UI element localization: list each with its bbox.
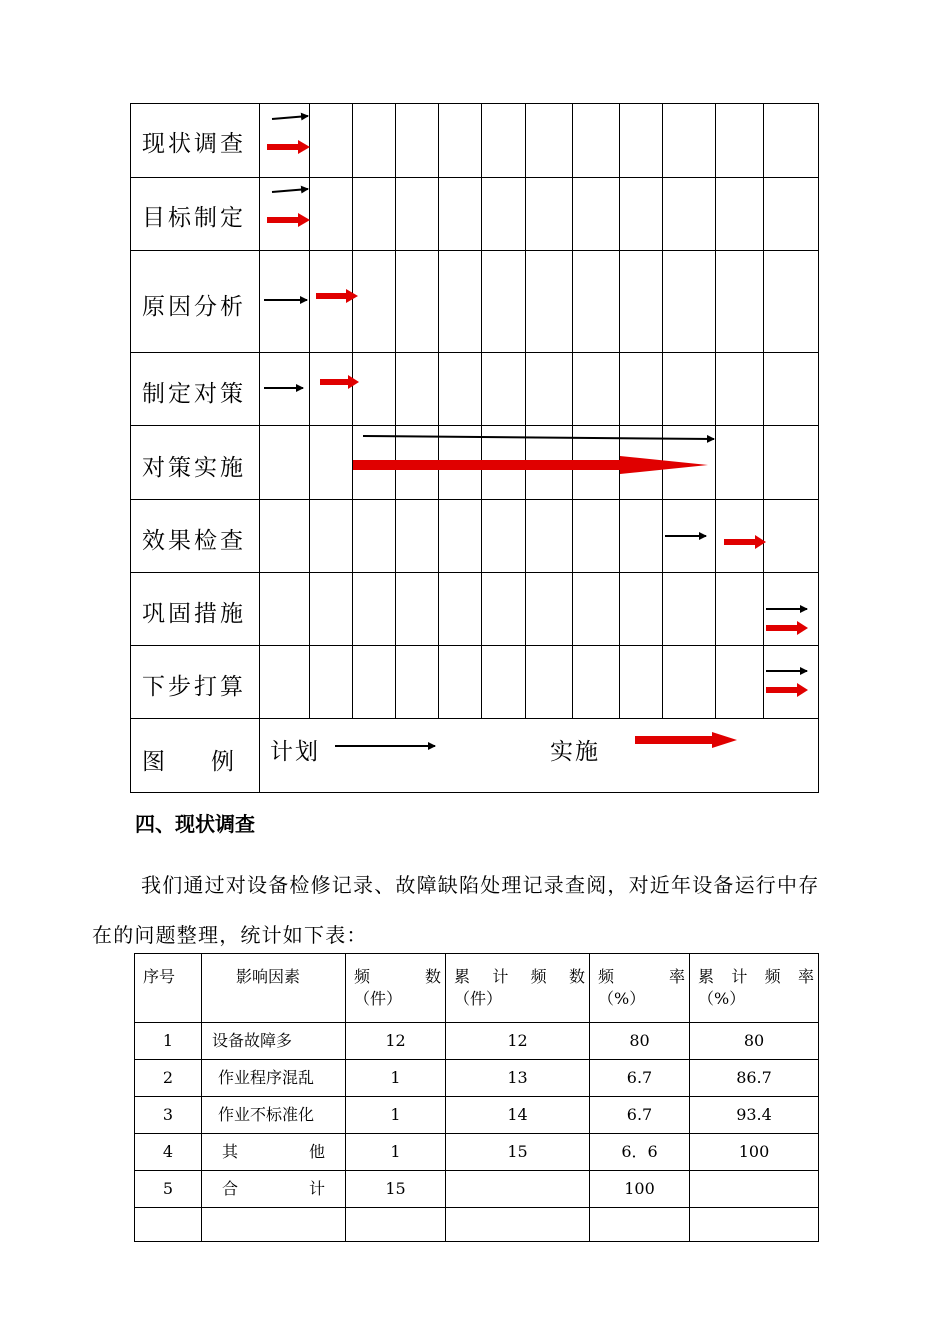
header-cum-rate: 累 计 频 率 （%）	[690, 954, 819, 1023]
plan-arrow-target	[272, 189, 308, 192]
cell-seq: 4	[135, 1134, 202, 1171]
cell-cum-freq: 12	[446, 1023, 590, 1060]
cell-cum-rate: 86.7	[690, 1060, 819, 1097]
cell-empty	[135, 1208, 202, 1242]
table-row	[135, 1097, 819, 1134]
cell-rate: 6．6	[590, 1134, 690, 1171]
task-label-survey: 现状调查	[142, 131, 246, 157]
legend-actual-label: 实施	[550, 739, 600, 765]
task-label-next: 下步打算	[142, 674, 246, 700]
table-row-empty	[135, 1208, 819, 1242]
task-label-target: 目标制定	[142, 205, 246, 231]
cell-empty	[202, 1208, 346, 1242]
cell-empty	[590, 1208, 690, 1242]
actual-arrow-consolidate	[766, 621, 808, 635]
section-heading: 四、现状调查	[135, 812, 255, 836]
cell-cum-rate: 93.4	[690, 1097, 819, 1134]
task-label-plan: 制定对策	[142, 381, 246, 407]
actual-arrow-plan	[320, 375, 359, 389]
cell-seq: 5	[135, 1171, 202, 1208]
cell-freq: 12	[346, 1023, 446, 1060]
task-label-consolidate: 巩固措施	[142, 601, 246, 627]
task-label-check: 效果检查	[142, 528, 246, 554]
stats-table	[134, 953, 819, 1242]
cell-cum-rate: 100	[690, 1134, 819, 1171]
cell-factor: 合 计	[202, 1171, 346, 1208]
table-row	[135, 1023, 819, 1060]
cell-rate: 6.7	[590, 1060, 690, 1097]
cell-freq: 1	[346, 1097, 446, 1134]
table-row	[135, 1060, 819, 1097]
header-cum-freq: 累 计 频 数 （件）	[446, 954, 590, 1023]
header-seq: 序号	[135, 954, 202, 1023]
cell-cum-rate	[690, 1171, 819, 1208]
header-rate: 频 率 （%）	[590, 954, 690, 1023]
table-row	[135, 1171, 819, 1208]
gantt-arrows	[130, 103, 819, 793]
cell-cum-rate: 80	[690, 1023, 819, 1060]
actual-arrow-next	[766, 683, 808, 697]
cell-freq: 1	[346, 1060, 446, 1097]
cell-freq: 15	[346, 1171, 446, 1208]
cell-cum-freq	[446, 1171, 590, 1208]
cell-cum-freq: 14	[446, 1097, 590, 1134]
cell-seq: 3	[135, 1097, 202, 1134]
actual-arrow-target	[267, 213, 310, 227]
cell-rate: 100	[590, 1171, 690, 1208]
cell-empty	[690, 1208, 819, 1242]
task-label-implement: 对策实施	[142, 455, 246, 481]
cell-cum-freq: 15	[446, 1134, 590, 1171]
plan-arrow-survey	[272, 116, 308, 119]
table-row	[135, 1134, 819, 1171]
paragraph-line-2: 在的问题整理，统计如下表：	[92, 923, 368, 947]
gantt-chart	[130, 103, 819, 793]
cell-seq: 1	[135, 1023, 202, 1060]
header-freq: 频 数 （件）	[346, 954, 446, 1023]
cell-rate: 6.7	[590, 1097, 690, 1134]
header-factor: 影响因素	[202, 954, 346, 1023]
legend-plan-label: 计划	[270, 739, 320, 765]
actual-arrow-implement	[353, 456, 708, 474]
cell-factor: 作业程序混乱	[202, 1060, 346, 1097]
legend-title: 图 例	[142, 749, 234, 775]
actual-arrow-survey	[267, 140, 310, 154]
actual-arrow-cause	[316, 289, 358, 303]
table-header-row	[135, 954, 819, 1023]
cell-freq: 1	[346, 1134, 446, 1171]
paragraph-line-1: 我们通过对设备检修记录、故障缺陷处理记录查阅，对近年设备运行中存	[141, 873, 820, 897]
cell-seq: 2	[135, 1060, 202, 1097]
cell-empty	[346, 1208, 446, 1242]
cell-factor: 作业不标准化	[202, 1097, 346, 1134]
cell-rate: 80	[590, 1023, 690, 1060]
actual-arrow-check	[724, 535, 766, 549]
cell-empty	[446, 1208, 590, 1242]
plan-arrow-implement	[363, 436, 714, 439]
cell-factor: 其 他	[202, 1134, 346, 1171]
task-label-cause: 原因分析	[142, 294, 246, 320]
cell-cum-freq: 13	[446, 1060, 590, 1097]
legend-actual-arrow	[635, 732, 737, 748]
cell-factor: 设备故障多	[202, 1023, 346, 1060]
